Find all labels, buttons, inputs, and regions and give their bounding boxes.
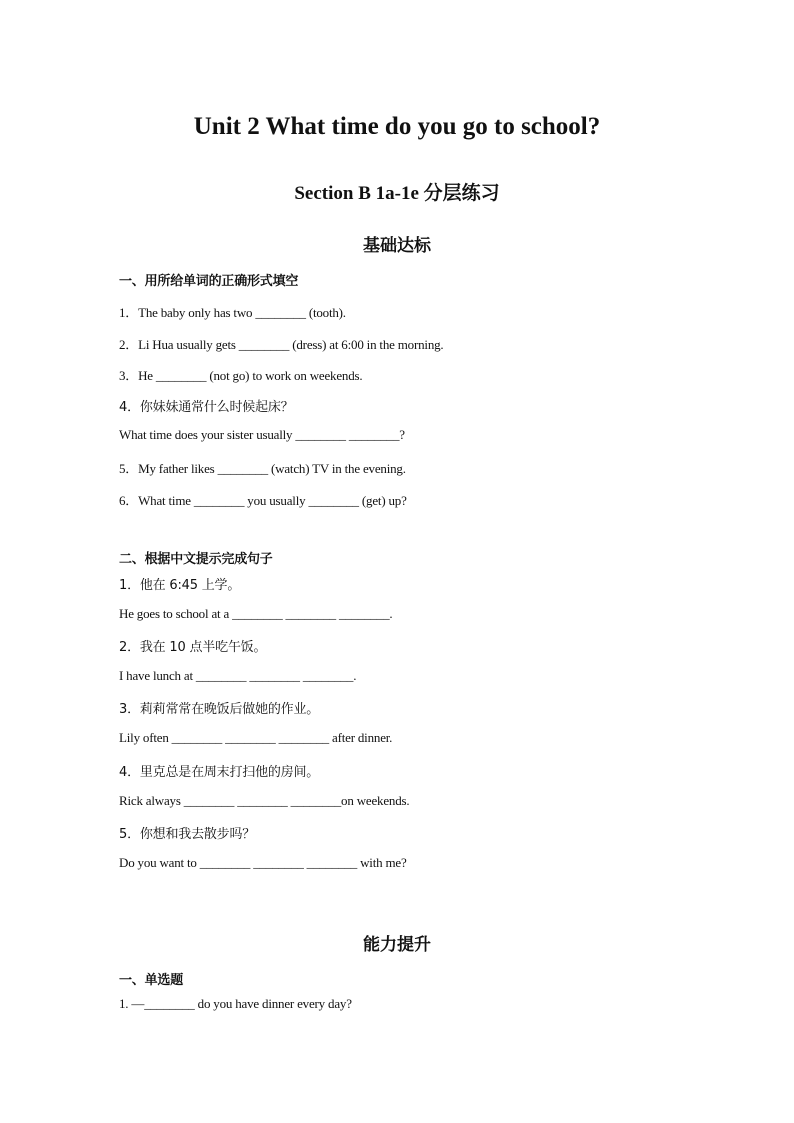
exercise-item: What time does your sister usually ________ ________? [119, 427, 405, 442]
exercise-item: He goes to school at a ________ ________ ________. [119, 606, 393, 621]
level-heading-advanced: 能力提升 [363, 935, 431, 955]
exercise-item: 4．里克总是在周末打扫他的房间。 [119, 765, 320, 780]
exercise-item: 5．你想和我去散步吗？ [119, 827, 256, 842]
exercise-item: 3．莉莉常常在晚饭后做她的作业。 [119, 702, 320, 717]
exercise-item: 1．The baby only has two ________ (tooth). [119, 305, 346, 320]
level-heading-basic: 基础达标 [363, 236, 431, 256]
exercise-item: 2．Li Hua usually gets ________ (dress) at 6:00 in the morning. [119, 337, 444, 352]
part-heading-complete-sentences: 二、根据中文提示完成句子 [119, 552, 273, 567]
exercise-item: 2．我在 10 点半吃午饭。 [119, 640, 267, 655]
exercise-item: 5．My father likes ________ (watch) TV in the evening. [119, 461, 406, 476]
part-heading-fill-blank: 一、用所给单词的正确形式填空 [119, 274, 299, 289]
exercise-item: 1. —________ do you have dinner every day? [119, 996, 352, 1011]
exercise-item: 1．他在 6:45 上学。 [119, 578, 241, 593]
exercise-item: 4．你妹妹通常什么时候起床？ [119, 400, 294, 415]
part-heading-single-choice: 一、单选题 [119, 973, 184, 988]
exercise-item: Rick always ________ ________ ________on weekends. [119, 793, 410, 808]
exercise-item: 6．What time ________ you usually ________ (get) up? [119, 493, 407, 508]
exercise-item: I have lunch at ________ ________ ________. [119, 668, 357, 683]
exercise-item: Do you want to ________ ________ ________ with me? [119, 855, 407, 870]
page-title: Unit 2 What time do you go to school? [193, 113, 601, 140]
exercise-item: Lily often ________ ________ ________ after dinner. [119, 730, 393, 745]
page-subtitle: Section B 1a-1e 分层练习 [294, 183, 500, 204]
exercise-item: 3．He ________ (not go) to work on weekends. [119, 368, 363, 383]
